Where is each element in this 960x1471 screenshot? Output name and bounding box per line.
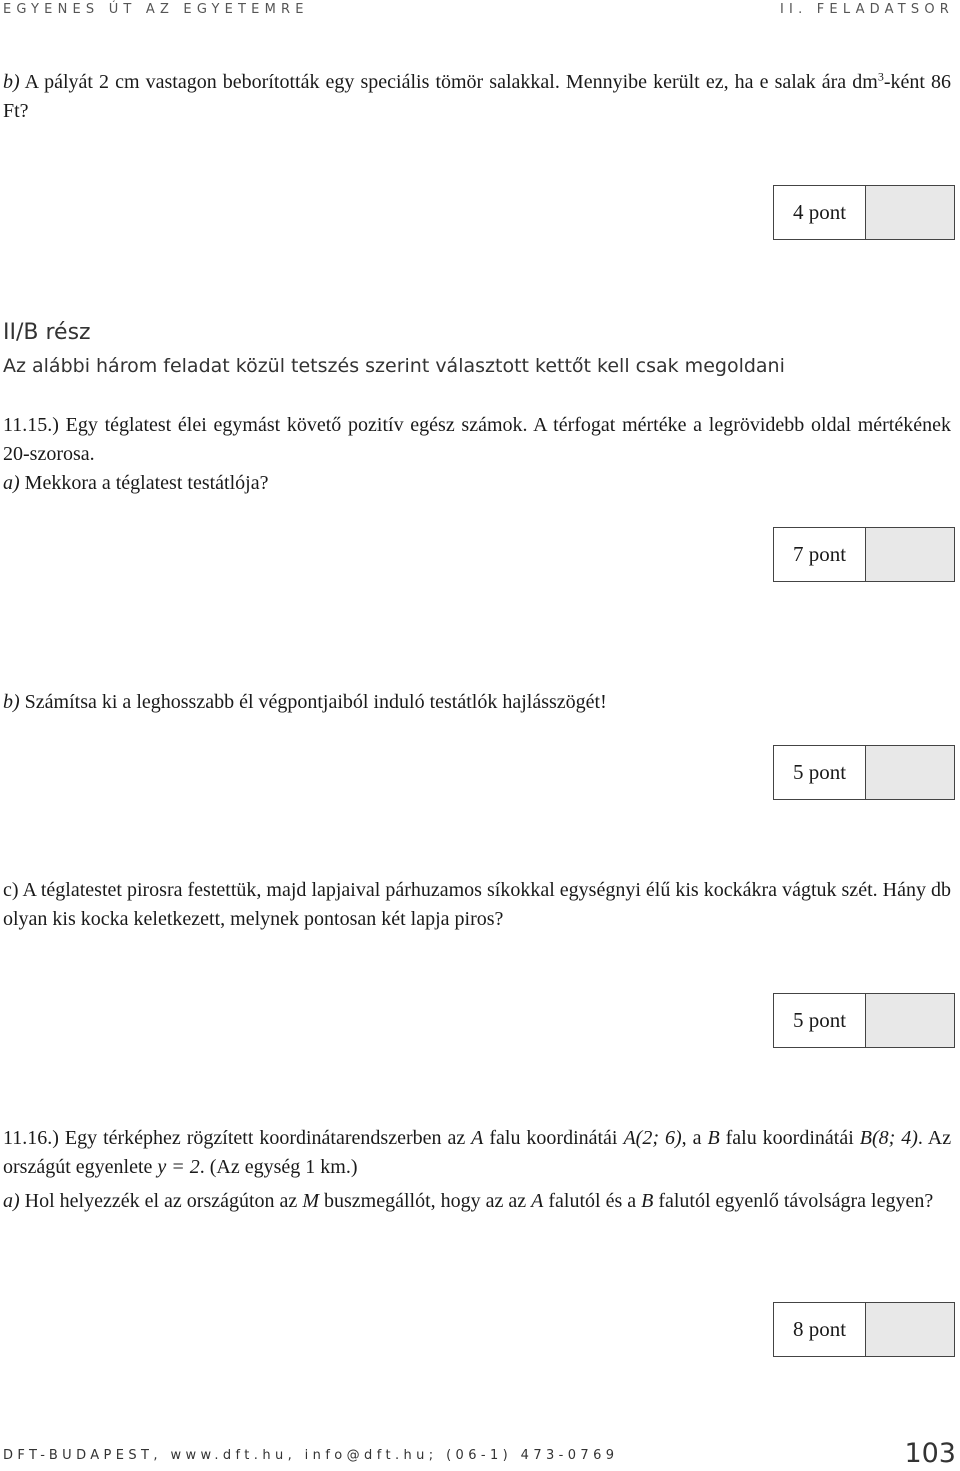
footer-contact: DFT-BUDAPEST, www.dft.hu, info@dft.hu; (06-1) 473-0769 (3, 1448, 619, 1463)
part-b-label: b) (3, 71, 20, 93)
score-label: 4 pont (792, 200, 847, 224)
part-b-previous-question (3, 68, 951, 126)
question-b-text: Számítsa ki a leghosszabb él végpontjaiból induló testátlók hajlásszögét! (24, 691, 607, 713)
score-label: 5 pont (792, 760, 847, 784)
question-c-label: c) (3, 879, 19, 901)
question-a-text: falutól egyenlő távolságra legyen? (658, 1190, 934, 1212)
question-a-text: buszmegállót, hogy az az (323, 1190, 527, 1212)
task-1115-statement (3, 411, 951, 469)
question-a-text: Hol helyezzék el az országúton az (24, 1190, 298, 1212)
question-a-text: falutól és a (548, 1190, 637, 1212)
score-label: 8 pont (792, 1317, 847, 1341)
score-label: 5 pont (792, 1008, 847, 1032)
point-m-symbol: M (302, 1190, 319, 1212)
task-1116-text: Egy térképhez rögzített koordinátarendszerben az (64, 1127, 466, 1149)
point-a-symbol: A (531, 1190, 544, 1212)
score-entry-field (865, 746, 954, 799)
score-entry-field (865, 186, 954, 239)
point-b-symbol: B (707, 1127, 720, 1149)
road-equation: y = 2 (157, 1156, 200, 1178)
question-b-label: b) (3, 691, 20, 713)
task-1116-text: falu koordinátái (725, 1127, 854, 1149)
running-header-left: EGYENES ÚT AZ EGYETEMRE (3, 2, 309, 17)
point-b-symbol: B (641, 1190, 654, 1212)
section-subtitle: Az alábbi három feladat közül tetszés szerint választott kettőt kell csak megoldani (3, 355, 785, 377)
task-1115-question-c (3, 876, 951, 934)
task-1116-text: . Az országút egyenlete (3, 1127, 952, 1178)
score-box-4 (773, 185, 955, 240)
part-b-text-end: -ként 86 Ft? (3, 71, 951, 122)
part-b-exponent: 3 (877, 69, 884, 84)
score-entry-field (865, 1303, 954, 1356)
score-entry-field (865, 994, 954, 1047)
score-label: 7 pont (792, 542, 847, 566)
task-1116-text: . (Az egység 1 km.) (199, 1156, 358, 1178)
task-1115-question-a (3, 469, 951, 498)
question-a-label: a) (3, 1190, 20, 1212)
score-box-8 (773, 1302, 955, 1357)
page-number: 103 (904, 1438, 956, 1469)
question-c-text: A téglatestet pirosra festettük, majd lapjaival párhuzamos síkokkal egységnyi élű kis kockákra vágtuk szét. Hány db olyan kis kocka keletkezett, melynek pontosan két lapja piros? (3, 879, 951, 930)
point-a-coordinates: A(2; 6) (623, 1127, 682, 1149)
point-a-symbol: A (471, 1127, 484, 1149)
task-1116-number: 11.16.) (3, 1127, 59, 1149)
part-b-text: A pályát 2 cm vastagon beborították egy speciális tömör salakkal. Mennyibe került ez, ha e salak ára dm (24, 71, 878, 93)
task-1116-statement (3, 1124, 951, 1182)
task-1115-number: 11.15.) (3, 414, 59, 436)
score-entry-field (865, 528, 954, 581)
score-box-5a (773, 745, 955, 800)
section-title: II/B rész (3, 320, 91, 345)
task-1116-text: , a (681, 1127, 702, 1149)
task-1116-question-a (3, 1187, 951, 1216)
question-a-text: Mekkora a téglatest testátlója? (24, 472, 269, 494)
score-box-7 (773, 527, 955, 582)
running-header-right: II. FELADATSOR (780, 2, 954, 17)
question-a-label: a) (3, 472, 20, 494)
task-1115-question-b (3, 688, 951, 717)
score-box-5b (773, 993, 955, 1048)
task-1116-text: falu koordinátái (489, 1127, 618, 1149)
point-b-coordinates: B(8; 4) (859, 1127, 918, 1149)
task-1115-text: Egy téglatest élei egymást követő pozitív egész számok. A térfogat mértéke a legrövidebb oldal mértékének 20-szorosa. (3, 414, 951, 465)
